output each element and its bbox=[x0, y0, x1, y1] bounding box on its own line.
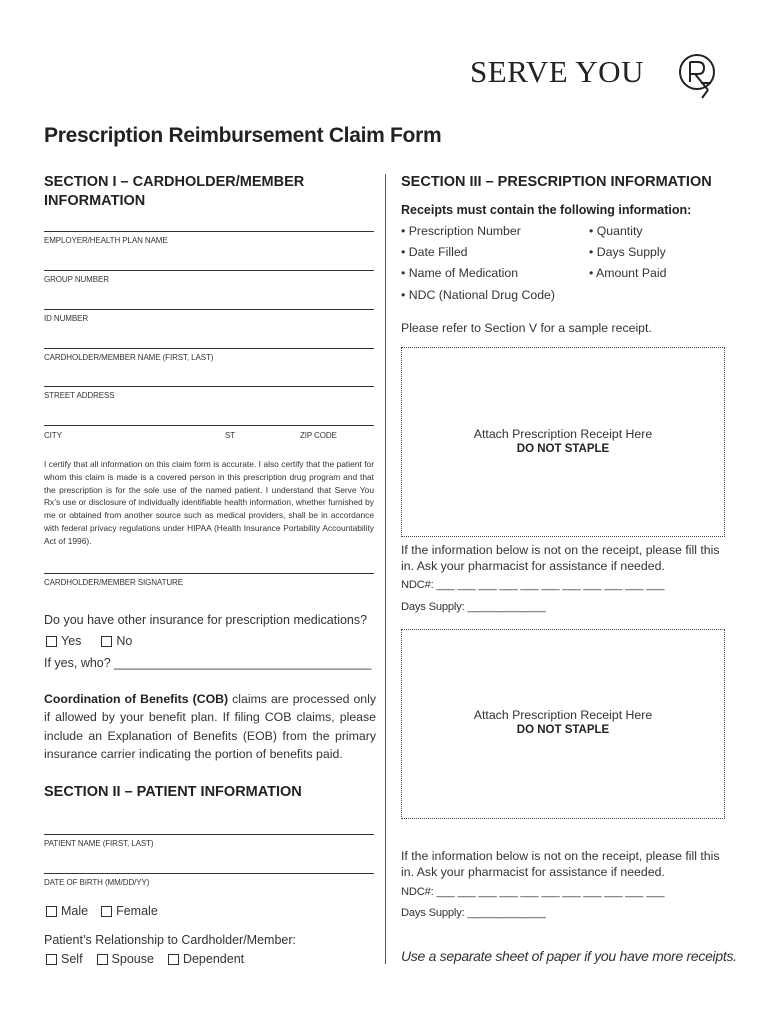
dependent-label: Dependent bbox=[182, 952, 245, 966]
ndc-field-1[interactable]: NDC#: ___ ___ ___ ___ ___ ___ ___ ___ ___ ___ ___ bbox=[401, 579, 665, 591]
bullet-days-supply: • Days Supply bbox=[589, 245, 666, 259]
dependent-option[interactable] bbox=[168, 952, 244, 966]
id-number-label: ID NUMBER bbox=[44, 314, 88, 323]
days-supply-field-2[interactable]: Days Supply: _____________ bbox=[401, 907, 546, 919]
serve-you-rx-logo bbox=[470, 46, 730, 102]
female-checkbox[interactable] bbox=[101, 906, 112, 917]
yes-label: Yes bbox=[61, 634, 82, 648]
bullet-quantity: • Quantity bbox=[589, 224, 643, 238]
employer-field[interactable] bbox=[44, 231, 374, 232]
state-label: ST bbox=[225, 431, 236, 440]
bullet-prescription-number: • Prescription Number bbox=[401, 224, 521, 238]
column-divider bbox=[385, 174, 386, 964]
bullet-name-of-medication: • Name of Medication bbox=[401, 266, 519, 280]
signature-field[interactable] bbox=[44, 573, 374, 574]
days-supply-field-1[interactable]: Days Supply: _____________ bbox=[401, 601, 546, 613]
attach-receipt-box-2[interactable] bbox=[401, 629, 725, 819]
dob-field[interactable] bbox=[44, 873, 374, 874]
relationship-options bbox=[46, 952, 244, 966]
member-name-label: CARDHOLDER/MEMBER NAME (FIRST, LAST) bbox=[44, 353, 214, 362]
section-3-heading: SECTION III – PRESCRIPTION INFORMATION bbox=[401, 174, 712, 190]
do-not-staple-1: DO NOT STAPLE bbox=[516, 443, 610, 455]
form-title: Prescription Reimbursement Claim Form bbox=[44, 124, 442, 147]
section-1-heading-line2: INFORMATION bbox=[44, 193, 146, 209]
section-2-heading: SECTION II – PATIENT INFORMATION bbox=[44, 784, 302, 800]
dependent-checkbox[interactable] bbox=[168, 954, 179, 965]
rx-icon bbox=[675, 50, 723, 102]
yes-option[interactable] bbox=[46, 634, 81, 648]
other-insurance-options bbox=[46, 634, 132, 648]
no-label: No bbox=[116, 634, 133, 648]
group-number-label: GROUP NUMBER bbox=[44, 275, 109, 284]
group-number-field[interactable] bbox=[44, 270, 374, 271]
female-option[interactable] bbox=[101, 904, 158, 918]
cob-text: claims are processed only if allowed by your benefit plan. If filing COB claims, please include an Explanation of Benefits (EOB) from the primary insurance carrier indicating the portion of benefits paid. bbox=[44, 692, 377, 761]
self-label: Self bbox=[61, 952, 83, 966]
employer-label: EMPLOYER/HEALTH PLAN NAME bbox=[44, 236, 168, 245]
male-checkbox[interactable] bbox=[46, 906, 57, 917]
fill-note-2: If the information below is not on the receipt, please fill this in. Ask your pharmacist for assistance if needed. bbox=[401, 849, 720, 879]
male-label: Male bbox=[61, 904, 89, 918]
other-insurance-question: Do you have other insurance for prescription medications? bbox=[44, 613, 368, 627]
female-label: Female bbox=[116, 904, 158, 918]
separate-sheet-note: Use a separate sheet of paper if you have more receipts. bbox=[401, 948, 737, 964]
logo-text: SERVE YOU bbox=[470, 54, 644, 89]
cob-bold: Coordination of Benefits (COB) bbox=[44, 692, 229, 706]
ndc-field-2[interactable]: NDC#: ___ ___ ___ ___ ___ ___ ___ ___ ___ ___ ___ bbox=[401, 886, 665, 898]
certification-text: I certify that all information on this claim form is accurate. I also certify that the patient for whom this claim is made is a covered person in this prescription drug program and that the prescription is for the sole use of the named patient. I understand that Serve You Rx’s use or disclosure of individually identifiable health information, whether furnished by me or obtained from another source such as medical providers, shall be in accordance with federal privacy regulations under HIPAA (Health Insurance Portability Accountability Act of 1996). bbox=[44, 459, 374, 546]
no-option[interactable] bbox=[101, 634, 132, 648]
section-1-heading bbox=[44, 173, 304, 211]
member-name-field[interactable] bbox=[44, 348, 374, 349]
gender-options bbox=[46, 904, 158, 918]
attach-receipt-label-1: Attach Prescription Receipt Here bbox=[473, 427, 653, 441]
patient-name-field[interactable] bbox=[44, 834, 374, 835]
spouse-option[interactable] bbox=[97, 952, 154, 966]
if-yes-who-field[interactable]: If yes, who? _____________________________________ bbox=[44, 656, 372, 670]
zip-code-label: ZIP CODE bbox=[300, 431, 337, 440]
spouse-label: Spouse bbox=[111, 952, 154, 966]
dob-label: DATE OF BIRTH (MM/DD/YY) bbox=[44, 878, 150, 887]
cob-paragraph bbox=[44, 690, 376, 763]
do-not-staple-2: DO NOT STAPLE bbox=[516, 724, 610, 736]
receipt-requirements: Receipts must contain the following information: bbox=[401, 203, 692, 217]
spouse-checkbox[interactable] bbox=[97, 954, 108, 965]
city-label: CITY bbox=[44, 431, 62, 440]
self-option[interactable] bbox=[46, 952, 83, 966]
bullet-amount-paid: • Amount Paid bbox=[589, 266, 667, 280]
male-option[interactable] bbox=[46, 904, 88, 918]
street-address-field[interactable] bbox=[44, 386, 374, 387]
city-state-zip-field[interactable] bbox=[44, 425, 374, 426]
no-checkbox[interactable] bbox=[101, 636, 112, 647]
section-1-heading-line1: SECTION I – CARDHOLDER/MEMBER bbox=[44, 174, 305, 190]
bullet-date-filled: • Date Filled bbox=[401, 245, 468, 259]
fill-note-1: If the information below is not on the receipt, please fill this in. Ask your pharmacist for assistance if needed. bbox=[401, 543, 720, 573]
self-checkbox[interactable] bbox=[46, 954, 57, 965]
patient-name-label: PATIENT NAME (FIRST, LAST) bbox=[44, 839, 154, 848]
bullet-ndc: • NDC (National Drug Code) bbox=[401, 288, 555, 302]
yes-checkbox[interactable] bbox=[46, 636, 57, 647]
attach-receipt-box-1[interactable] bbox=[401, 347, 725, 537]
signature-label: CARDHOLDER/MEMBER SIGNATURE bbox=[44, 578, 183, 587]
id-number-field[interactable] bbox=[44, 309, 374, 310]
relationship-question: Patient’s Relationship to Cardholder/Member: bbox=[44, 933, 296, 947]
refer-note: Please refer to Section V for a sample receipt. bbox=[401, 321, 652, 335]
attach-receipt-label-2: Attach Prescription Receipt Here bbox=[473, 708, 653, 722]
street-address-label: STREET ADDRESS bbox=[44, 391, 115, 400]
